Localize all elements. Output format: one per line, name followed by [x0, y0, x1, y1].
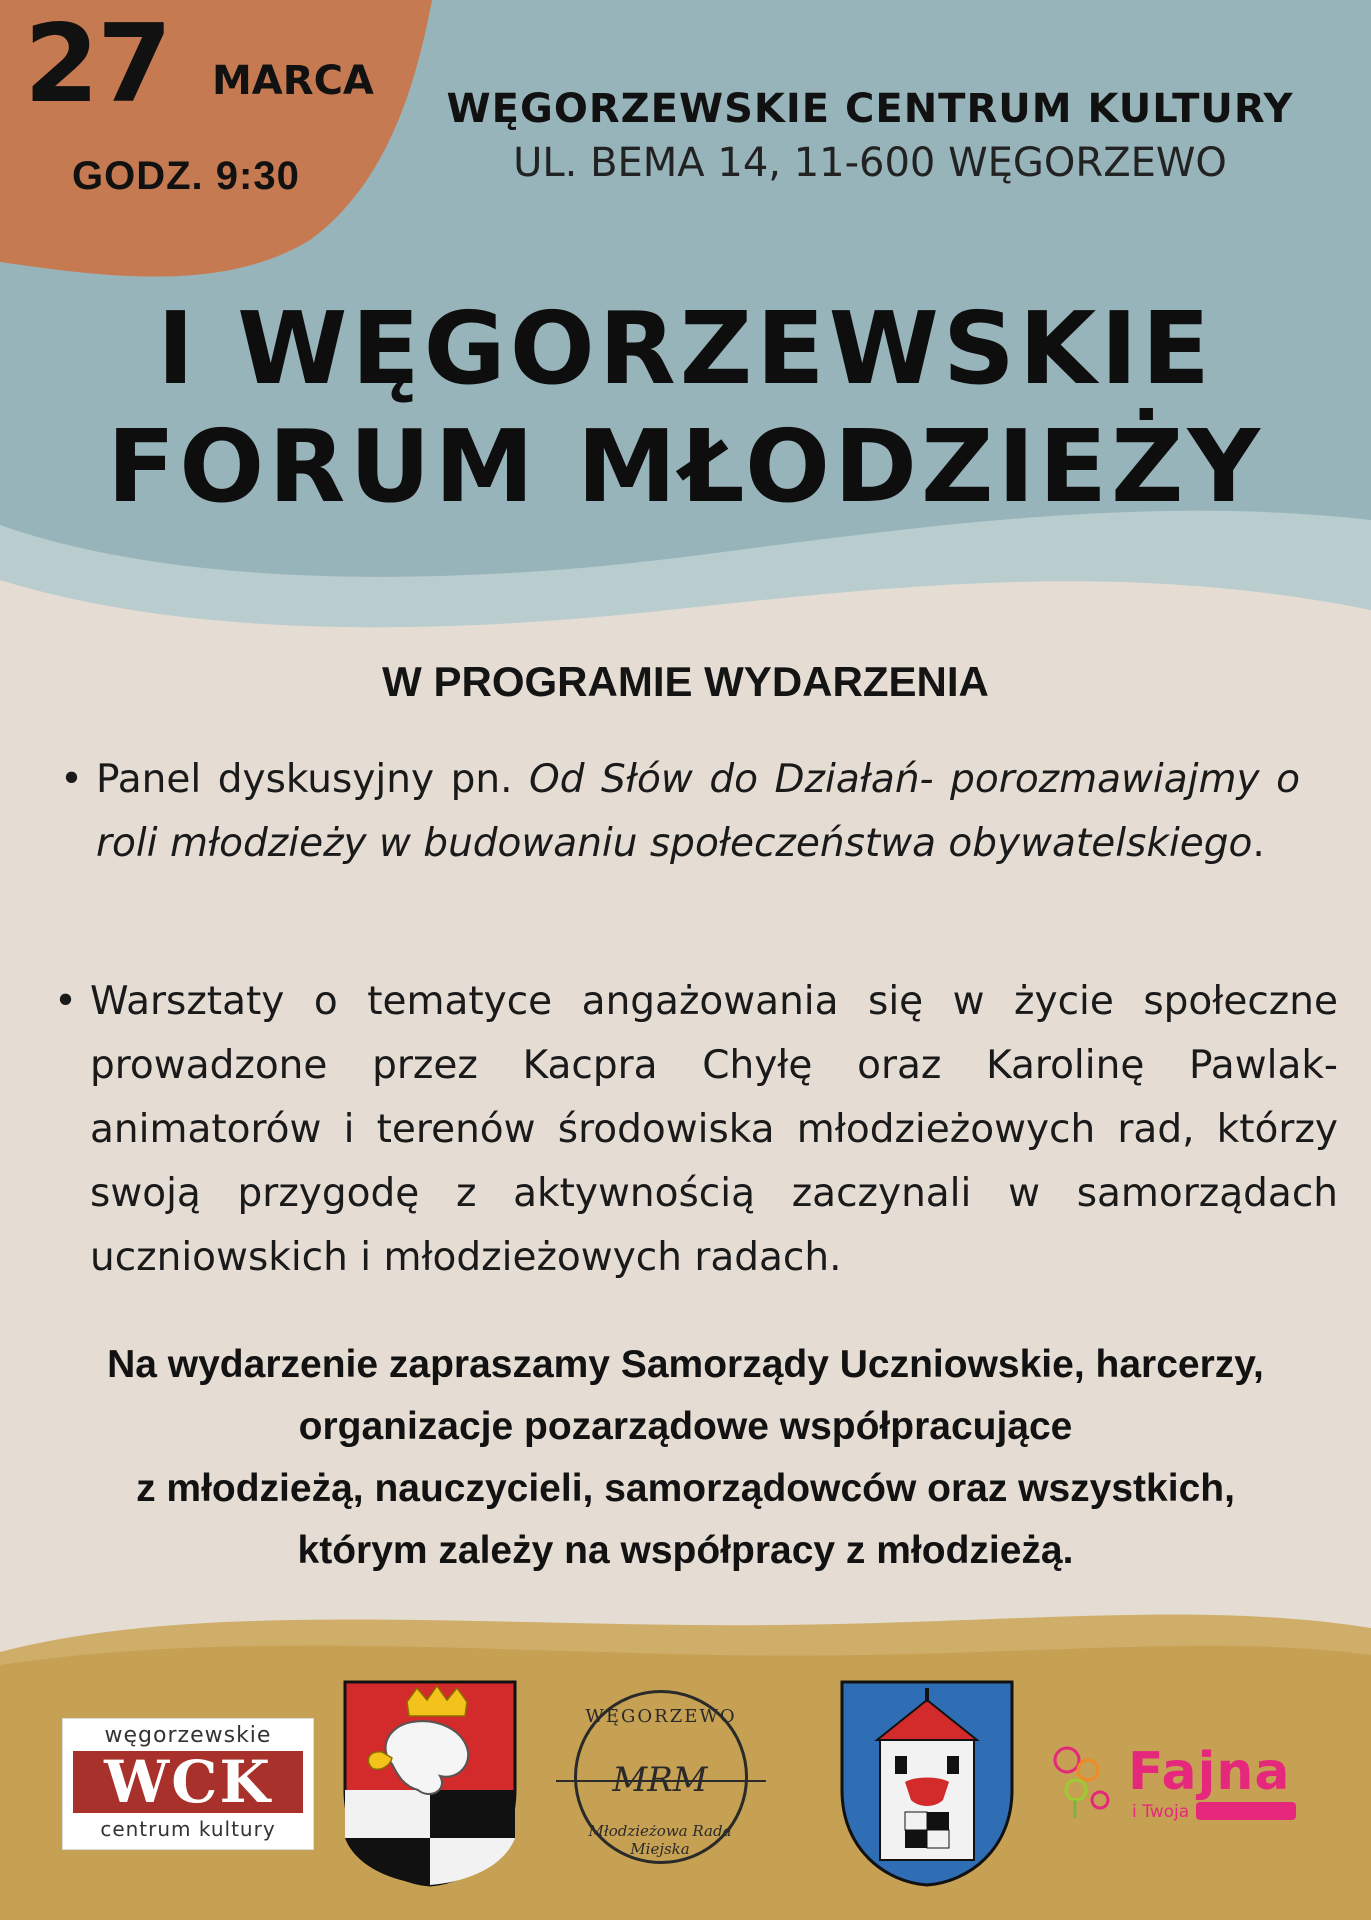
program-item-panel-tail: .	[1252, 821, 1265, 866]
venue-name: WĘGORZEWSKIE CENTRUM KULTURY	[446, 86, 1294, 132]
invitation-text	[20, 1334, 1351, 1582]
program-item-workshops-text: Warsztaty o tematyce angażowania się w życie społeczne prowadzone przez Kacpra Chyłę oraz Karolinę Pawlak- animatorów i terenów środowiska młodzieżowych rad, którzy swoją przygodę z aktywnością zaczynali w samorządach uczniowskich i młodzieżowych radach.	[90, 979, 1338, 1280]
wck-logo-bottom-text: centrum kultury	[100, 1817, 276, 1841]
program-item-workshops	[54, 970, 1338, 1290]
invitation-line-3: z młodzieżą, nauczycieli, samorządowców oraz wszystkich,	[136, 1467, 1235, 1510]
bullet-dot-icon: •	[54, 979, 78, 1024]
event-date-month: MARCA	[212, 58, 374, 104]
wck-logo-top-text: węgorzewskie	[104, 1723, 272, 1748]
mrm-logo-top-text: WĘGORZEWO	[585, 1706, 737, 1727]
event-date-day: 27	[24, 2, 171, 127]
event-time: GODZ. 9:30	[72, 154, 300, 198]
mrm-logo-mark: MRM	[612, 1760, 708, 1800]
program-item-panel-lead: Panel dyskusyjny pn.	[96, 757, 530, 802]
fajna-logo-sub: i Twoja	[1132, 1802, 1190, 1822]
county-coat-of-arms	[345, 1682, 515, 1885]
mrm-logo-bottom-text: Młodzieżowa Rada Miejska	[588, 1822, 732, 1858]
wck-logo	[62, 1718, 314, 1850]
venue-address: UL. BEMA 14, 11-600 WĘGORZEWO	[513, 140, 1227, 186]
town-coat-of-arms	[842, 1682, 1012, 1885]
invitation-line-2: organizacje pozarządowe współpracujące	[298, 1405, 1073, 1448]
program-item-panel-title: Od Słów do Działań- porozmawiajmy o roli młodzieży w budowaniu społeczeństwa obywatelskiego	[96, 757, 1300, 866]
program-item-panel	[60, 748, 1300, 876]
program-heading: W PROGRAMIE WYDARZENIA	[382, 658, 989, 705]
wck-logo-mark: WCK	[73, 1751, 303, 1813]
event-title-line-1: I WĘGORZEWSKIE	[157, 290, 1214, 407]
invitation-line-1: Na wydarzenie zapraszamy Samorządy Uczniowskie, harcerzy,	[107, 1343, 1264, 1386]
invitation-line-4: którym zależy na współpracy z młodzieżą.	[297, 1529, 1074, 1572]
bullet-dot-icon: •	[60, 757, 84, 802]
fajna-logo-tag	[1196, 1802, 1296, 1820]
fajna-logo-name: Fajna	[1128, 1742, 1291, 1802]
event-title-line-2: FORUM MŁODZIEŻY	[107, 408, 1264, 525]
